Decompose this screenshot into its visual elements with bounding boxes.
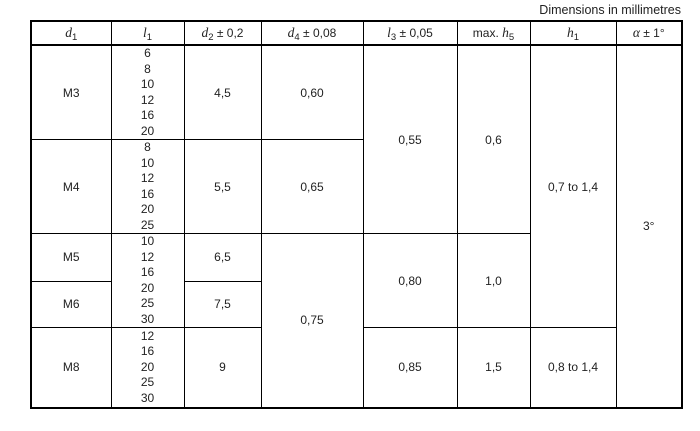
cell-alpha-all: 3° xyxy=(616,45,682,408)
l1-value: 20 xyxy=(140,280,155,295)
l1-value: 8 xyxy=(144,140,151,154)
cell-d1-m5: M5 xyxy=(31,234,111,282)
cell-h5-m8: 1,5 xyxy=(457,328,530,408)
l1-value: 25 xyxy=(140,375,155,389)
cell-l1-m5-m6 xyxy=(111,234,184,328)
cell-l3-m8: 0,85 xyxy=(363,328,457,408)
cell-l1-m4 xyxy=(111,140,184,234)
l1-value: 6 xyxy=(144,46,151,60)
l1-value: 16 xyxy=(140,186,155,201)
l1-value: 25 xyxy=(140,296,155,310)
l1-value: 8 xyxy=(144,61,151,76)
header-l1: $l_1$ xyxy=(111,21,184,45)
l1-value: 16 xyxy=(140,265,155,279)
l1-value: 12 xyxy=(140,171,155,185)
cell-h1-m3-to-m6: 0,7 to 1,4 xyxy=(530,45,616,328)
header-d1: $d_1$ xyxy=(31,21,111,45)
header-h5: max. $h_5$ xyxy=(457,21,530,45)
header-d4: $d_4 \pm 0,08$ xyxy=(261,21,363,45)
cell-d2-m8: 9 xyxy=(184,328,261,408)
cell-h5-m5-m6: 1,0 xyxy=(457,234,530,328)
header-l3: $l_3 \pm 0,05$ xyxy=(363,21,457,45)
header-d2: $d_2 \pm 0,2$ xyxy=(184,21,261,45)
l1-value: 30 xyxy=(140,311,155,326)
cell-d2-m6: 7,5 xyxy=(184,281,261,328)
cell-h5-m3-m4: 0,6 xyxy=(457,45,530,234)
cell-l3-m5-m6: 0,80 xyxy=(363,234,457,328)
l1-value: 12 xyxy=(140,249,155,264)
cell-d1-m6: M6 xyxy=(31,281,111,328)
l1-value: 25 xyxy=(140,217,155,232)
dimensions-note: Dimensions in millimetres xyxy=(539,3,681,17)
l1-value: 10 xyxy=(140,155,155,170)
l1-value: 30 xyxy=(140,390,155,405)
dimensions-table xyxy=(30,20,683,409)
l1-value: 10 xyxy=(140,234,155,248)
cell-l3-m3-m4: 0,55 xyxy=(363,45,457,234)
header-row xyxy=(31,21,682,45)
cell-d1-m4: M4 xyxy=(31,140,111,234)
cell-d1-m3: M3 xyxy=(31,45,111,140)
l1-value: 20 xyxy=(140,202,155,216)
cell-d2-m3: 4,5 xyxy=(184,45,261,140)
l1-value: 10 xyxy=(140,77,155,91)
l1-value: 16 xyxy=(140,344,155,358)
header-h1: $h_1$ xyxy=(530,21,616,45)
l1-value: 20 xyxy=(140,123,155,138)
cell-d2-m4: 5,5 xyxy=(184,140,261,234)
cell-d4-m4: 0,65 xyxy=(261,140,363,234)
l1-value: 12 xyxy=(140,328,155,343)
cell-d4-m3: 0,60 xyxy=(261,45,363,140)
header-alpha: α ± 1° xyxy=(616,21,682,45)
cell-h1-m8: 0,8 to 1,4 xyxy=(530,328,616,408)
cell-l1-m3 xyxy=(111,45,184,140)
l1-value: 12 xyxy=(140,92,155,107)
cell-d4-m5-m6-m8: 0,75 xyxy=(261,234,363,408)
l1-value: 20 xyxy=(140,359,155,374)
cell-l1-m8 xyxy=(111,328,184,408)
cell-d2-m5: 6,5 xyxy=(184,234,261,282)
cell-d1-m8: M8 xyxy=(31,328,111,408)
row-m3 xyxy=(31,45,682,140)
l1-value: 16 xyxy=(140,108,155,122)
